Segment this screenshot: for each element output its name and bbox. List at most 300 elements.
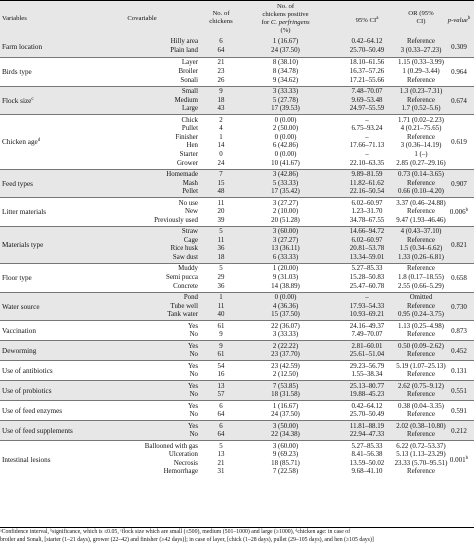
n-chickens-cell: 61 [217, 322, 225, 330]
positive-cell: 8 (34.78) [272, 68, 299, 75]
table-row [0, 77, 474, 86]
table-row [0, 403, 474, 412]
ci-cell: 22.16–50.54 [349, 188, 385, 196]
or-cell: 1.33 (0.26–6.81) [398, 253, 444, 261]
ci-cell: 1.55–38.34 [351, 371, 383, 379]
ci-cell: 7.49–70.07 [351, 331, 383, 339]
n-chickens-cell: 57 [217, 391, 225, 399]
ci-cell: 7.48–70.07 [351, 87, 383, 95]
ci-cell: 25.70–50.49 [349, 411, 385, 419]
n-chickens-cell: 11 [217, 302, 225, 310]
or-cell: 0.73 (0.14–3.65) [398, 170, 444, 178]
or-cell: Reference [407, 431, 435, 439]
ci-cell: 25.61–51.04 [349, 351, 385, 359]
positive-cell: 2 (50.00) [272, 125, 299, 133]
covariable-cell: Plain land [170, 47, 198, 54]
positive-cell: 8 (38.10) [272, 59, 299, 67]
n-chickens-cell: 24 [217, 159, 225, 167]
positive-cell: 3 (60.00) [272, 442, 299, 450]
variable-label: Litter materials [2, 208, 47, 217]
ci-cell: 29.23–56.79 [349, 362, 385, 370]
n-chickens-cell: 16 [217, 371, 225, 379]
or-cell: 1.3 (0.23–7.31) [399, 87, 443, 95]
n-chickens-cell: 6 [219, 422, 223, 430]
covariable-cell: No [189, 391, 198, 399]
or-cell: 1.7 (0.52–5.6) [401, 105, 441, 113]
header-covariable: Covariable [127, 15, 157, 22]
table-row [0, 423, 474, 432]
table-row [0, 208, 474, 217]
table-row [0, 363, 474, 372]
n-chickens-cell: 39 [217, 216, 225, 224]
table-row [0, 171, 474, 180]
covariable-cell: No [189, 351, 198, 359]
table-row [0, 351, 474, 360]
positive-cell: 13 (36.11) [271, 245, 300, 253]
positive-cell: 4 (36.36) [272, 302, 299, 310]
positive-cell: 3 (33.33) [272, 87, 299, 95]
table-group [0, 37, 474, 57]
n-chickens-cell: 26 [217, 76, 225, 84]
table-row [0, 431, 474, 440]
positive-cell: 3 (33.33) [272, 331, 299, 339]
table-row [0, 254, 474, 263]
table-row [0, 88, 474, 97]
ci-cell: 0.42–64.12 [351, 38, 383, 46]
or-cell: 6.22 (0.72–53.37) [396, 442, 446, 450]
positive-cell: 0 (0.00) [274, 293, 297, 301]
variable-label: Water source [2, 302, 40, 311]
ci-cell: 25.70–50.49 [349, 47, 385, 54]
table-row [0, 47, 474, 56]
n-chickens-cell: 1 [219, 133, 223, 141]
table-group [0, 380, 474, 401]
covariable-cell: Hen [186, 142, 198, 150]
ci-cell: 5.27–85.33 [351, 442, 383, 450]
ci-cell: 13.59–50.02 [349, 459, 385, 467]
p-value: 0.591 [451, 407, 467, 416]
n-chickens-cell: 23 [217, 68, 225, 75]
ci-cell: 22.94–47.33 [349, 431, 385, 439]
covariable-cell: Starter [179, 150, 198, 158]
variable-label: Vaccination [2, 327, 36, 336]
positive-cell: 1 (16.67) [272, 402, 299, 410]
covariable-cell: Mash [182, 179, 198, 187]
n-chickens-cell: 48 [217, 188, 225, 196]
positive-cell: 23 (37.70) [271, 351, 300, 359]
positive-cell: 18 (31.58) [271, 391, 300, 399]
table-group [0, 440, 474, 478]
p-value: 0.730 [451, 302, 467, 311]
variable-label: Feed types [2, 179, 33, 188]
table-group [0, 197, 474, 227]
ci-cell: 22.10–63.35 [349, 159, 385, 167]
ci-cell: 11.82–61.62 [349, 179, 385, 187]
n-chickens-cell: 64 [217, 411, 225, 419]
ci-cell: 2.81–60.01 [351, 342, 383, 350]
ci-cell: 6.02–60.97 [351, 199, 383, 207]
covariable-cell: Yes [187, 422, 198, 430]
table-row [0, 125, 474, 134]
covariable-cell: New [184, 208, 198, 216]
covariable-cell: Yes [187, 382, 198, 390]
or-cell: Reference [407, 179, 435, 187]
or-cell: Reference [407, 371, 435, 379]
or-cell: 5.19 (1.07–25.13) [396, 362, 446, 370]
positive-cell: 6 (42.86) [272, 142, 299, 150]
positive-cell: 22 (34.38) [271, 431, 300, 439]
or-cell: 9.47 (1.93–46.46) [396, 216, 446, 224]
or-cell: Reference [407, 302, 435, 310]
table-group [0, 226, 474, 264]
ci-cell: 6.02–60.97 [351, 236, 383, 244]
or-cell: Reference [407, 391, 435, 399]
table-group [0, 169, 474, 199]
table-row [0, 343, 474, 352]
positive-cell: 6 (33.33) [272, 253, 299, 261]
table-row [0, 294, 474, 303]
header-variables: Variables [2, 15, 27, 22]
n-chickens-cell: 6 [219, 38, 223, 46]
covariable-cell: Sonali [180, 76, 198, 84]
table-row [0, 443, 474, 452]
covariable-cell: Semi pucca [166, 274, 198, 281]
table-group [0, 320, 474, 341]
or-cell: 2.85 (0.27–29.16) [396, 159, 446, 167]
positive-cell: 1 (16.67) [272, 38, 299, 46]
table-row [0, 105, 474, 114]
covariable-cell: No [189, 331, 198, 339]
table-group [0, 114, 474, 169]
ci-cell: 18.10–61.56 [349, 59, 385, 67]
ci-cell: 17.66–71.13 [349, 142, 385, 150]
covariable-cell: Rice husk [170, 245, 198, 253]
or-cell: 3 (0.36–14.19) [400, 142, 442, 150]
positive-cell: 20 (51.28) [271, 216, 300, 224]
covariable-cell: Straw [181, 228, 198, 236]
table-group [0, 400, 474, 421]
ci-cell: 9.89–81.59 [351, 170, 383, 178]
table-row [0, 383, 474, 392]
variable-label: Materials type [2, 241, 44, 250]
covariable-cell: Large [182, 105, 198, 113]
p-value: 0.452 [451, 347, 467, 356]
positive-cell: 1 (20.00) [272, 265, 299, 273]
ci-cell: 1.23–31.70 [351, 208, 383, 216]
table-row [0, 303, 474, 312]
variable-label: Chicken age$^d$ [2, 138, 41, 147]
n-chickens-cell: 31 [217, 468, 225, 476]
positive-cell: 0 (0.00) [274, 150, 297, 158]
ci-cell: 24.97–55.59 [349, 105, 385, 113]
header-n-chickens: No. of chickens [209, 10, 233, 25]
or-cell: Omitted [409, 293, 433, 301]
table-row [0, 68, 474, 77]
header-pvalue: p-value$^b$ [447, 16, 471, 25]
covariable-cell: Medium [174, 96, 198, 104]
positive-cell: 23 (42.59) [271, 362, 300, 370]
p-value: 0.619 [451, 138, 467, 147]
or-cell: 4 (0.21–75.65) [400, 125, 442, 133]
p-value: 0.907 [451, 179, 467, 188]
n-chickens-cell: 5 [219, 442, 223, 450]
n-chickens-cell: 40 [217, 311, 225, 319]
positive-cell: 3 (50.00) [272, 422, 299, 430]
positive-cell: 7 (53.85) [272, 382, 299, 390]
table-row [0, 274, 474, 283]
covariable-cell: Broiler [178, 68, 198, 75]
covariable-cell: Previously used [154, 216, 198, 224]
variable-label: Use of feed enzymes [2, 407, 63, 416]
or-cell: 4 (0.43–37.10) [400, 228, 442, 236]
table-row [0, 391, 474, 400]
table-header [0, 0, 474, 38]
ci-cell: 16.37–57.26 [349, 68, 385, 75]
positive-cell: 5 (33.33) [272, 179, 299, 187]
ci-cell: 25.13–80.77 [349, 382, 385, 390]
ci-cell: 17.93–54.33 [349, 302, 385, 310]
p-value: 0.873 [451, 327, 467, 336]
table-row [0, 151, 474, 160]
ci-cell: 11.81–88.19 [349, 422, 385, 430]
or-cell: 2.62 (0.75–9.12) [398, 382, 444, 390]
positive-cell: 3 (60.00) [272, 228, 299, 236]
table-row [0, 160, 474, 169]
covariable-cell: Necrosis [173, 459, 198, 467]
or-cell: Reference [407, 411, 435, 419]
p-value: 0.131 [451, 367, 467, 376]
covariable-cell: Chick [181, 116, 198, 124]
n-chickens-cell: 20 [217, 208, 225, 216]
table-row [0, 38, 474, 47]
positive-cell: 3 (42.86) [272, 170, 299, 178]
covariable-cell: No use [178, 199, 198, 207]
ci-cell: 5.27–85.33 [351, 265, 383, 273]
n-chickens-cell: 9 [219, 342, 223, 350]
or-cell: 1.13 (0.25–4.98) [398, 322, 444, 330]
ci-cell: 14.66–94.72 [349, 228, 385, 236]
or-cell: 1.15 (0.33–3.99) [398, 59, 444, 67]
p-value: 0.964 [451, 68, 467, 77]
or-cell: 0.38 (0.04–3.35) [398, 402, 444, 410]
or-cell: Reference [407, 468, 435, 476]
or-cell: Reference [407, 351, 435, 359]
ci-cell: – [365, 150, 369, 158]
header-or: OR (95% CI) [408, 10, 434, 25]
covariable-cell: Tank water [167, 311, 198, 319]
covariable-cell: No [189, 411, 198, 419]
footnote-line-2: broiler and Sonali, [starter (1–21 days), grower (22–42) and finisher (≥42 days)]; in case of layer, [chick (1–28 days), pullet (29–105 days), and hen (≥105 days)] [0, 537, 374, 543]
ci-cell: 15.28–50.83 [349, 274, 385, 281]
variable-label: Use of probiotics [2, 387, 52, 396]
positive-cell: 2 (10.00) [272, 208, 299, 216]
or-cell: 2.02 (0.38–10.80) [396, 422, 446, 430]
n-chickens-cell: 6 [219, 402, 223, 410]
table-row [0, 371, 474, 380]
table-row [0, 180, 474, 189]
covariable-cell: Cage [183, 236, 198, 244]
table-row [0, 237, 474, 246]
or-cell: Reference [407, 96, 435, 104]
or-cell: 5.13 (1.13–23.29) [396, 451, 446, 459]
n-chickens-cell: 15 [217, 179, 225, 187]
ci-cell: 8.41–56.38 [351, 451, 383, 459]
n-chickens-cell: 54 [217, 362, 225, 370]
or-cell: 2.55 (0.66–5.29) [398, 282, 444, 290]
or-cell: 0.66 (0.10–4.20) [398, 188, 444, 196]
table-row [0, 188, 474, 197]
or-cell: Reference [407, 133, 435, 141]
or-cell: 1.71 (0.02–2.23) [398, 116, 444, 124]
or-cell: 1.5 (0.34–6.62) [399, 245, 443, 253]
or-cell: 1.8 (0.17–18.55) [398, 274, 444, 281]
ci-cell: 17.21–55.66 [349, 76, 385, 84]
positive-cell: 9 (31.03) [272, 274, 299, 281]
ci-cell: 10.93–69.21 [349, 311, 385, 319]
ci-cell: 6.75–93.24 [351, 125, 383, 133]
table-row [0, 460, 474, 469]
n-chickens-cell: 9 [219, 87, 223, 95]
p-value: 0.001$^b$ [449, 455, 469, 464]
variable-label: Farm location [2, 43, 43, 51]
or-cell: 0.50 (0.09–2.62) [398, 342, 444, 350]
table-row [0, 97, 474, 106]
covariable-cell: Small [181, 87, 198, 95]
positive-cell: 17 (35.42) [271, 188, 300, 196]
header-ci: 95% $CI^a$ [355, 16, 379, 25]
p-value: 0.006$^b$ [449, 208, 469, 217]
positive-cell: 5 (27.78) [272, 96, 299, 104]
p-value: 0.551 [451, 387, 467, 396]
ci-cell: 25.47–60.78 [349, 282, 385, 290]
n-chickens-cell: 14 [217, 142, 225, 150]
or-cell: Reference [407, 331, 435, 339]
table-footnotes [0, 527, 474, 553]
table-group [0, 57, 474, 87]
positive-cell: 15 (37.50) [271, 311, 300, 319]
n-chickens-cell: 21 [217, 459, 225, 467]
n-chickens-cell: 18 [217, 253, 225, 261]
covariable-cell: Pellet [182, 188, 198, 196]
variable-label: Intestinal lesions [2, 455, 51, 464]
positive-cell: 18 (85.71) [271, 459, 300, 467]
n-chickens-cell: 29 [217, 274, 225, 281]
covariable-cell: Ballooned with gas [144, 442, 198, 450]
covariable-cell: No [189, 431, 198, 439]
or-cell: 1 (0.29–3.44) [402, 68, 440, 75]
ci-cell: 34.78–67.55 [349, 216, 385, 224]
covariable-cell: Layer [181, 59, 198, 67]
n-chickens-cell: 61 [217, 351, 225, 359]
positive-cell: 17 (39.53) [271, 105, 300, 113]
table-row [0, 245, 474, 254]
covariable-cell: Yes [187, 362, 198, 370]
table-row [0, 468, 474, 477]
covariable-cell: Pullet [181, 125, 198, 133]
p-value: 0.821 [451, 241, 467, 250]
ci-cell: 13.34–59.01 [349, 253, 385, 261]
n-chickens-cell: 21 [217, 59, 225, 67]
n-chickens-cell: 36 [217, 282, 225, 290]
covariable-cell: Yes [187, 342, 198, 350]
variable-label: Use of feed supplements [2, 427, 73, 436]
ci-cell: 9.68–41.10 [351, 468, 383, 476]
or-cell: 1 (–) [414, 150, 428, 158]
ci-cell: 0.42–64.12 [351, 402, 383, 410]
table-row [0, 228, 474, 237]
n-chickens-cell: 4 [219, 125, 223, 133]
table-row [0, 217, 474, 226]
positive-cell: 24 (37.50) [271, 47, 300, 54]
n-chickens-cell: 18 [217, 96, 225, 104]
n-chickens-cell: 11 [217, 199, 225, 207]
positive-cell: 2 (22.22) [272, 342, 299, 350]
positive-cell: 7 (22.58) [272, 468, 299, 476]
or-cell: Reference [407, 208, 435, 216]
covariable-cell: Homemade [166, 170, 198, 178]
p-value: 0.212 [451, 427, 467, 436]
n-chickens-cell: 64 [217, 47, 225, 54]
or-cell: 23.33 (5.70–95.51) [394, 459, 448, 467]
positive-cell: 3 (27.27) [272, 199, 299, 207]
variable-label: Deworming [2, 347, 37, 356]
covariable-cell: No [189, 371, 198, 379]
table-group [0, 420, 474, 441]
covariable-cell: Ulceration [168, 451, 198, 459]
ci-cell: 19.88–45.23 [349, 391, 385, 399]
table-row [0, 142, 474, 151]
n-chickens-cell: 7 [219, 170, 223, 178]
or-cell: Reference [407, 38, 435, 46]
covariable-cell: Grower [176, 159, 198, 167]
table-row [0, 117, 474, 126]
ci-cell: 20.81–53.78 [349, 245, 385, 253]
n-chickens-cell: 11 [217, 236, 225, 244]
table-row [0, 265, 474, 274]
table-group [0, 360, 474, 381]
variable-label: Use of antibiotics [2, 367, 53, 376]
covariable-cell: Hemorrhage [163, 468, 198, 476]
n-chickens-cell: 5 [219, 228, 223, 236]
positive-cell: 9 (69.23) [272, 451, 299, 459]
covariable-cell: Tube well [170, 302, 198, 310]
ci-cell: – [365, 293, 369, 301]
covariable-cell: Pond [183, 293, 198, 301]
footnote-line-1: ᵃConfidence interval, ᵇsignificance, which is ≤0.05, ᶜflock size which are small (≤500), medium (501–1000) and large (≥1000), ᵈchicken age: in case of [0, 529, 351, 535]
table-group [0, 86, 474, 116]
n-chickens-cell: 43 [217, 105, 225, 113]
positive-cell: 10 (41.67) [271, 159, 300, 167]
ci-cell: – [365, 116, 369, 124]
covariable-cell: Finisher [175, 133, 198, 141]
n-chickens-cell: 5 [219, 265, 223, 273]
covariable-cell: Yes [187, 322, 198, 330]
n-chickens-cell: 13 [217, 382, 225, 390]
ci-cell: 9.69–53.48 [351, 96, 383, 104]
table-row [0, 59, 474, 68]
n-chickens-cell: 0 [219, 150, 223, 158]
n-chickens-cell: 9 [219, 331, 223, 339]
positive-cell: 0 (0.00) [274, 133, 297, 141]
p-value: 0.309 [451, 43, 467, 51]
n-chickens-cell: 2 [219, 116, 223, 124]
table-row [0, 411, 474, 420]
or-cell: 3.37 (0.46–24.88) [396, 199, 446, 207]
or-cell: Reference [407, 265, 435, 273]
table-row [0, 311, 474, 320]
table-row [0, 331, 474, 340]
covariable-cell: Saw dust [172, 253, 198, 261]
